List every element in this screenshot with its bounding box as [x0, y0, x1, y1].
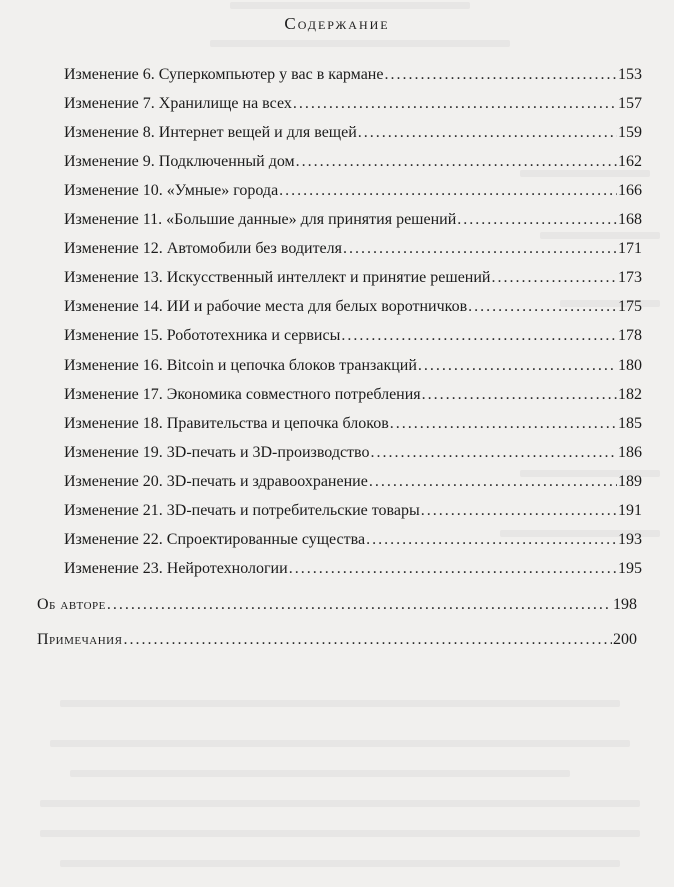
page-title: Содержание	[284, 14, 390, 33]
dot-leader	[369, 472, 617, 492]
toc-entry[interactable]	[64, 297, 642, 317]
toc-entry-title: Изменение 7. Хранилище на всех	[64, 95, 292, 112]
toc-entry-title: Изменение 21. 3D-печать и потребительские товары	[64, 502, 420, 519]
toc-entry-title: Изменение 19. 3D-печать и 3D-производство	[64, 444, 370, 461]
toc-entry[interactable]	[64, 385, 642, 405]
dot-leader	[293, 94, 617, 114]
toc-entry-page: 189	[618, 473, 642, 490]
toc-entry-title: Изменение 18. Правительства и цепочка блоков	[64, 415, 389, 432]
toc-entry-page: 195	[618, 560, 642, 577]
toc-entry-page: 191	[618, 502, 642, 519]
toc-entry[interactable]	[64, 559, 642, 579]
toc-entry[interactable]	[64, 268, 642, 288]
toc-entry-title: Изменение 20. 3D-печать и здравоохранение	[64, 473, 368, 490]
dot-leader	[366, 530, 617, 550]
dot-leader	[418, 356, 617, 376]
toc-entry-page: 180	[618, 357, 642, 374]
toc-entry-title: Изменение 22. Спроектированные существа	[64, 531, 366, 548]
dot-leader	[491, 268, 617, 288]
toc-entry-page: 171	[618, 240, 642, 257]
toc-entry[interactable]	[64, 181, 642, 201]
toc-entry-title: Изменение 13. Искусственный интеллект и принятие решений	[64, 269, 491, 286]
toc-entry[interactable]	[64, 239, 642, 259]
toc-entry-title: Изменение 23. Нейротехнологии	[64, 560, 288, 577]
toc-entry-title: Изменение 10. «Умные» города	[64, 182, 279, 199]
dot-leader	[343, 239, 617, 259]
toc-entry-page: 186	[618, 444, 642, 461]
toc-entry[interactable]	[64, 210, 642, 230]
toc-entry-page: 200	[613, 631, 637, 648]
toc-entry[interactable]	[64, 94, 642, 114]
toc-entry[interactable]	[64, 152, 642, 172]
dot-leader	[289, 559, 617, 579]
toc-entry-page: 168	[618, 211, 642, 228]
toc-entry[interactable]	[64, 501, 642, 521]
toc-entry-title: Изменение 9. Подключенный дом	[64, 153, 295, 170]
dot-leader	[279, 181, 617, 201]
toc-entry-page: 193	[618, 531, 642, 548]
toc-entry-page: 185	[618, 415, 642, 432]
toc-entry-notes[interactable]	[37, 630, 637, 650]
dot-leader	[468, 297, 617, 317]
dot-leader	[390, 414, 617, 434]
toc-entry-about-author[interactable]	[37, 595, 637, 615]
toc-entry-title: Изменение 15. Робототехника и сервисы	[64, 327, 341, 344]
dot-leader	[422, 385, 617, 405]
toc-entry[interactable]	[64, 123, 642, 143]
dot-leader	[384, 65, 617, 85]
dot-leader	[123, 630, 612, 650]
toc-entry[interactable]	[64, 356, 642, 376]
toc-entry[interactable]	[64, 326, 642, 346]
toc-entry[interactable]	[64, 472, 642, 492]
toc-entry[interactable]	[64, 443, 642, 463]
dot-leader	[341, 326, 617, 346]
toc-entry-page: 153	[618, 66, 642, 83]
dot-leader	[371, 443, 618, 463]
toc-entry-page: 162	[618, 153, 642, 170]
dot-leader	[457, 210, 617, 230]
toc-entry-title: Изменение 8. Интернет вещей и для вещей	[64, 124, 357, 141]
toc-entry-title: Изменение 14. ИИ и рабочие места для белых воротничков	[64, 298, 468, 315]
toc-entry-title: Изменение 11. «Большие данные» для принятия решений	[64, 211, 457, 228]
toc-entry-title: Изменение 17. Экономика совместного потребления	[64, 386, 421, 403]
toc-entry-page: 182	[618, 386, 642, 403]
toc-entry[interactable]	[64, 530, 642, 550]
toc-entry-page: 178	[618, 327, 642, 344]
toc-entry-page: 157	[618, 95, 642, 112]
toc-entry-title: Изменение 6. Суперкомпьютер у вас в кармане	[64, 66, 384, 83]
toc-entry-page: 198	[613, 596, 637, 613]
dot-leader	[358, 123, 617, 143]
dot-leader	[107, 595, 612, 615]
toc-entry[interactable]	[64, 414, 642, 434]
toc-entry-page: 159	[618, 124, 642, 141]
toc-entry-page: 175	[618, 298, 642, 315]
toc-entry-title: Об авторе	[37, 596, 106, 613]
toc-entry-page: 173	[618, 269, 642, 286]
toc-entry-page: 166	[618, 182, 642, 199]
toc-entry-title: Изменение 16. Bitcoin и цепочка блоков транзакций	[64, 357, 417, 374]
toc-entry-title: Изменение 12. Автомобили без водителя	[64, 240, 342, 257]
toc-entry[interactable]	[64, 65, 642, 85]
dot-leader	[421, 501, 617, 521]
dot-leader	[296, 152, 617, 172]
toc-entry-title: Примечания	[37, 631, 123, 648]
